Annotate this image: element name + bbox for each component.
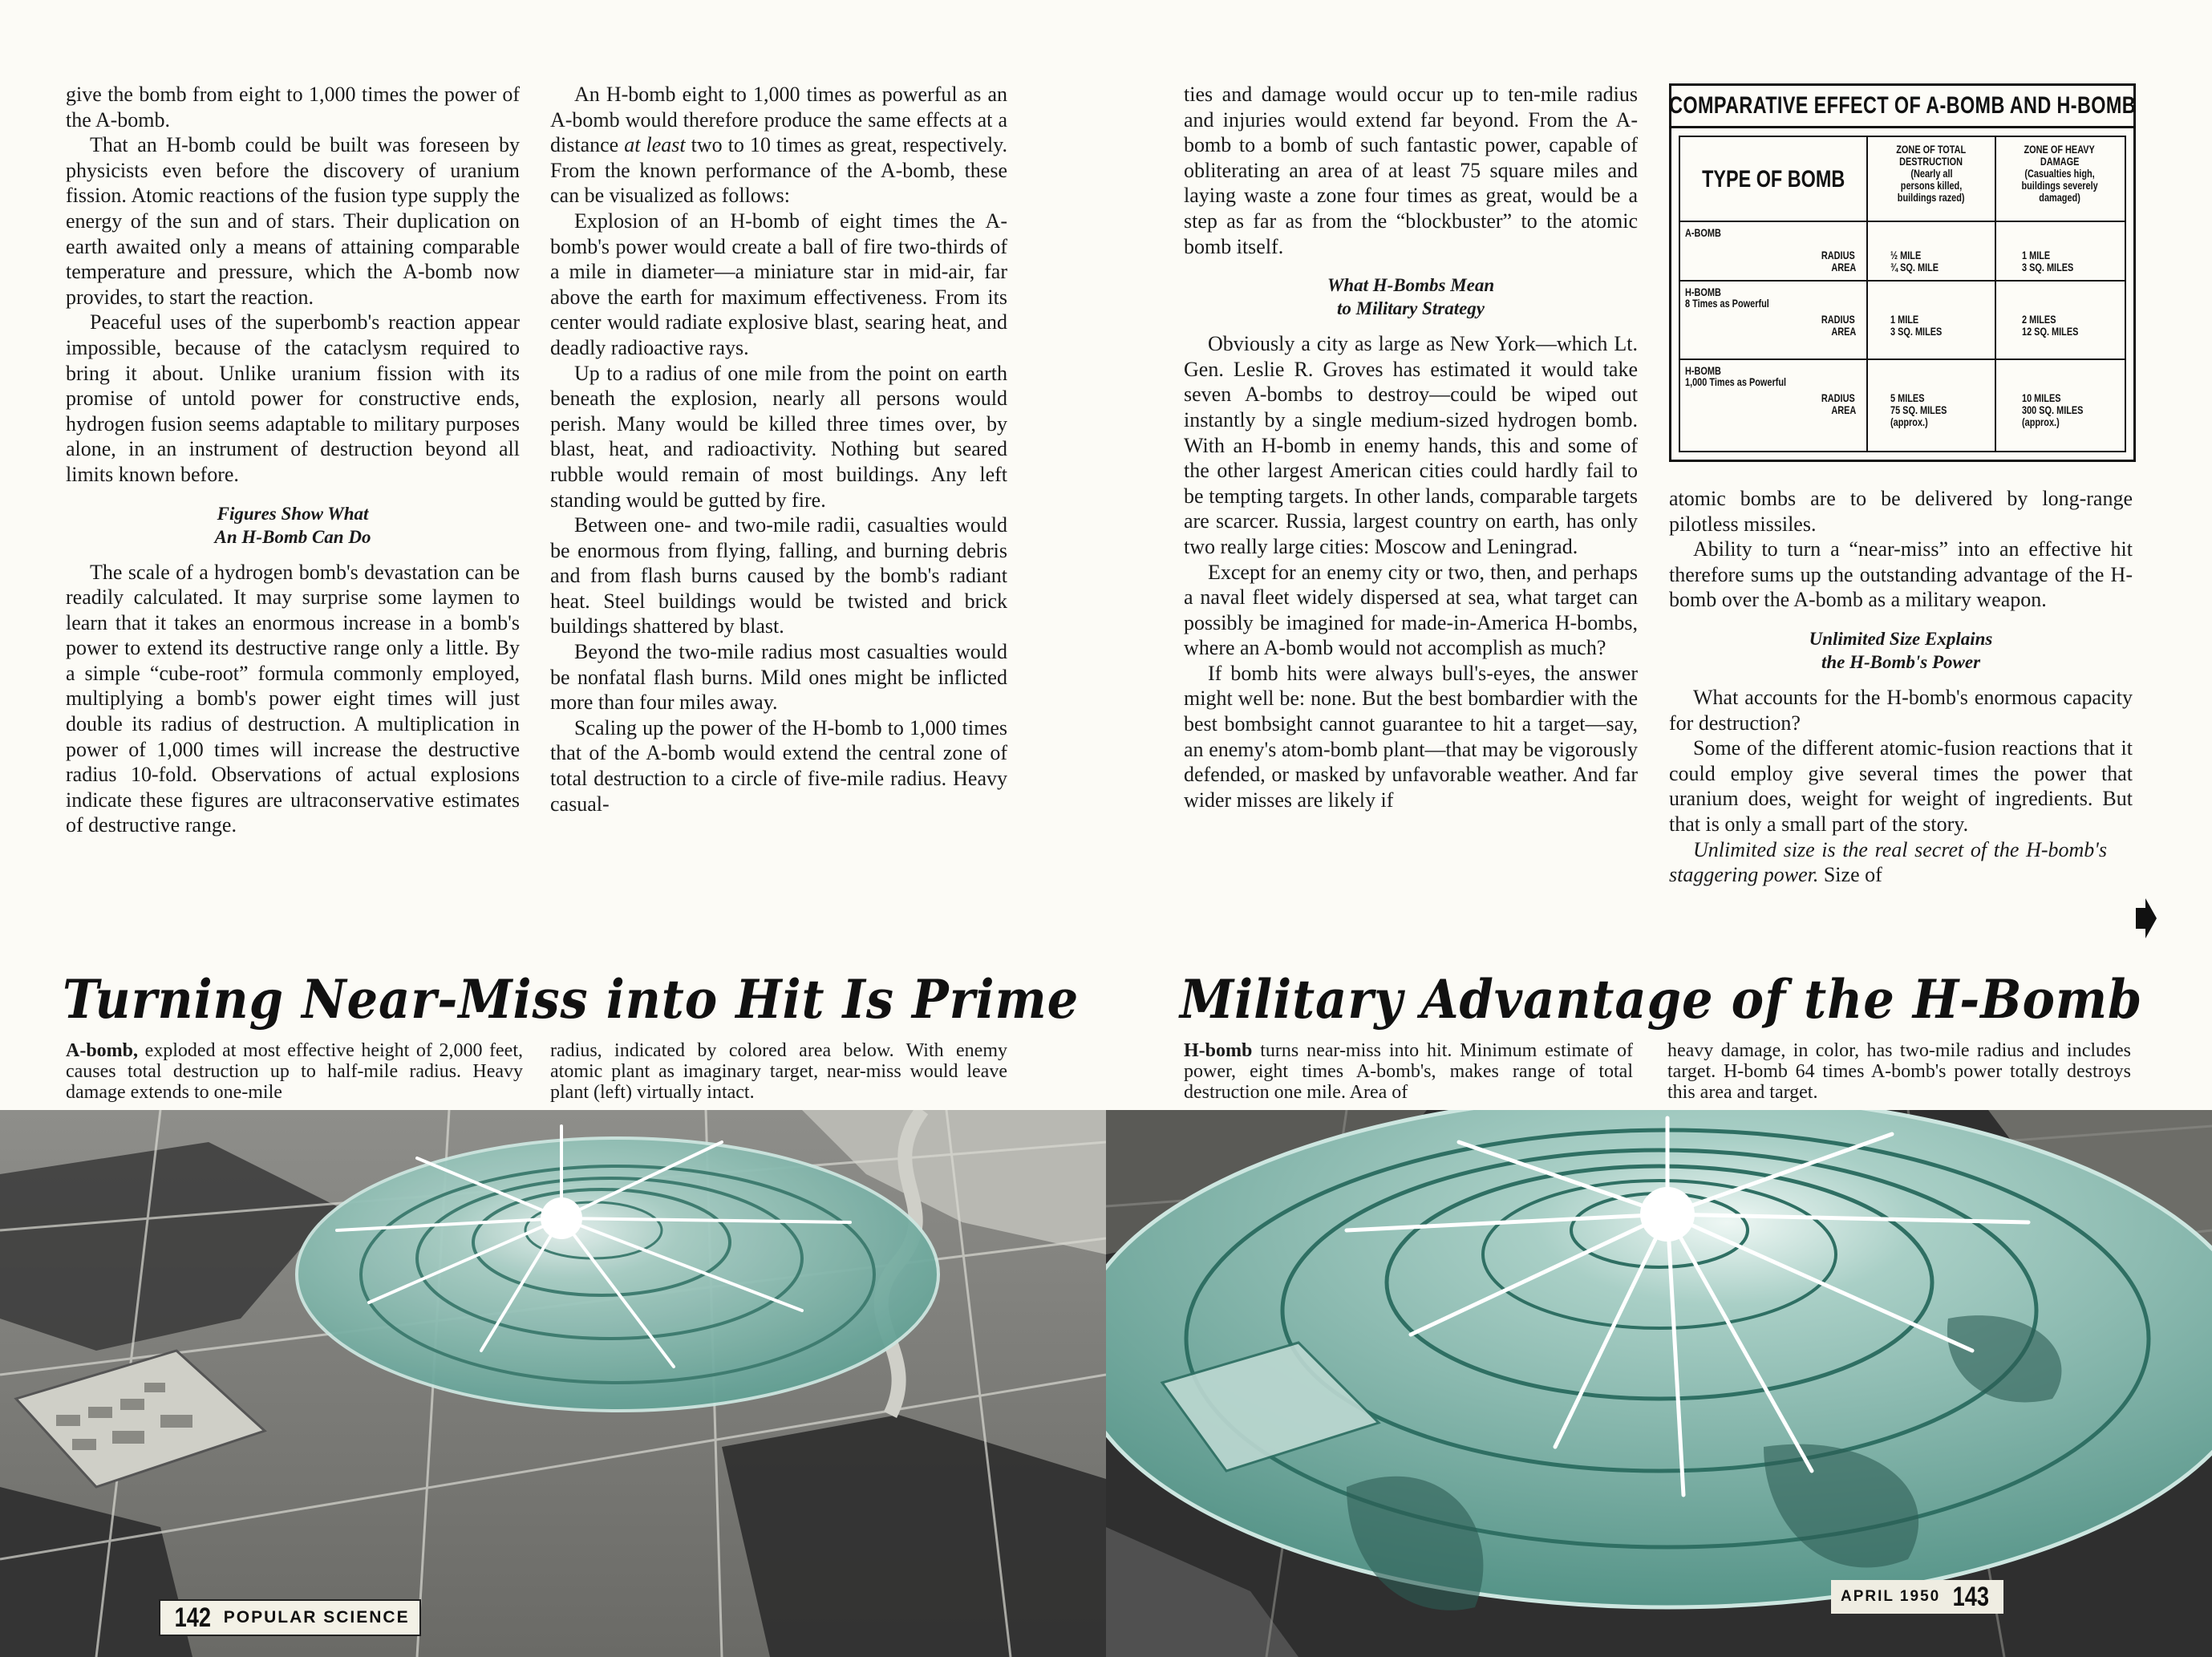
paragraph: The scale of a hydrogen bomb's devastation can be readily calculated. It may surprise some laymen to learn that it takes an enormous increase in a bomb's power to extend its destructive range only a little. By a simple “cube-root” formula commonly employed, multiplying a bomb's power eight times will just double its radius of destruction. A multiplication in power of 1,000 times will increase the destructive radius 10-fold. Observations of actual explosions indicate these figures are ultraconservative estimates of destructive range.: [66, 560, 520, 837]
paragraph: atomic bombs are to be delivered by long-range pilotless missiles.: [1669, 487, 2133, 536]
caption-right-1: [1184, 1040, 1633, 1103]
blast-zone: [1106, 1110, 2212, 1610]
paragraph: Peaceful uses of the superbomb's reaction appear impossible, because of the cataclysm required to bring it about. Unlike uranium fission with its promise of untold power for constructive ends, hydrogen fusion seems adaptable to military purposes alone, in an instrument of destruction beyond all limits known before.: [66, 310, 520, 486]
page-number: 143: [1952, 1581, 1990, 1612]
italic-run: at least: [624, 133, 686, 157]
table-row: [1680, 360, 2125, 448]
folio-right: [1831, 1580, 2003, 1614]
illustration-h-bomb: [1106, 1110, 2212, 1657]
table-grid: [1679, 136, 2126, 452]
paragraph: Scaling up the power of the H-bomb to 1,000 times that of the A-bomb would extend the central zone of total destruction to a circle of five-mile radius. Heavy casual-: [550, 715, 1007, 816]
row-labels: RADIUS AREA: [1821, 313, 1857, 338]
headline-right: Military Advantage of the H-Bomb: [1180, 968, 2143, 1031]
subheading-line: What H-Bombs Mean: [1327, 275, 1495, 296]
caption-text: turns near-miss into hit. Minimum estimate of power, eight times A-bomb's, makes range of total destruction one mile. Area of: [1184, 1040, 1633, 1103]
paragraph: If bomb hits were always bull's-eyes, the answer might well be: none. But the best bombardier with the best bombsight cannot guarantee to hit a target—say, an enemy's atom-bomb plant—that may be vigorously defended, or masked by unfavorable weather. And far wider misses are likely if: [1184, 661, 1638, 812]
paragraph: Some of the different atomic-fusion reactions that it could employ give several times the power that uranium does, weight for weight of ingredients. But that is only a small part of the story.: [1669, 736, 2133, 836]
row-total-values: ½ MILE ¾ SQ. MILE: [1890, 249, 1939, 273]
table-row: [1680, 222, 2125, 282]
caption-right-2: heavy damage, in color, has two-mile radius and includes target. H-bomb 64 times A-bomb's power totally destroys this area and target.: [1667, 1040, 2131, 1103]
paragraph: Beyond the two-mile radius most casualties would be nonfatal flash burns. Mild ones might be inflicted more than four miles away.: [550, 640, 1007, 715]
left-column-2: [550, 82, 1007, 816]
row-heavy-values: 2 MILES 12 SQ. MILES: [2022, 313, 2079, 338]
paragraph: Up to a radius of one mile from the point on earth beneath the explosion, nearly all persons would perish. Many would be killed three times over, by blast, heat, and radioactivity. Nothing but seared rubble would remain of most buildings. Any left standing would be gutted by fire.: [550, 361, 1007, 512]
subheading: [1184, 273, 1638, 320]
aerial-city-illustration: [1106, 1110, 2212, 1657]
folio-left: [159, 1599, 421, 1636]
row-heavy-values: 1 MILE 3 SQ. MILES: [2022, 249, 2074, 273]
table-row: [1680, 282, 2125, 360]
subheading-line: An H-Bomb Can Do: [214, 526, 371, 547]
page-number: 142: [174, 1602, 212, 1633]
italic-run: Unlimited size is the real secret of the H-bomb's staggering power.: [1669, 837, 2107, 887]
subheading: [66, 502, 520, 549]
paragraph: Ability to turn a “near-miss” into an effective hit therefore sums up the outstanding advantage of the H-bomb over the A-bomb as a military weapon.: [1669, 537, 2133, 612]
aerial-city-illustration: [0, 1110, 1106, 1657]
subheading-line: Unlimited Size Explains: [1809, 628, 1993, 649]
caption-bold: A-bomb,: [66, 1040, 139, 1061]
row-bomb-name: A-BOMB: [1685, 226, 1721, 239]
col-heavy-header: ZONE OF HEAVY DAMAGE (Casualties high, buildings severely damaged): [2021, 143, 2098, 204]
paragraph: That an H-bomb could be built was foreseen by physicists even before the discovery of uranium fission. Atomic reactions of the fusion type supply the energy of the sun and of stars. Their duplication on earth awaited only a means of attaining comparable temperature and pressure, which the A-bomb now provides, to start the reaction.: [66, 133, 520, 309]
paragraph: Explosion of an H-bomb of eight times the A-bomb's power would create a ball of fire two-thirds of a mile in diameter—a miniature star in mid-air, far above the earth for maximum effectiveness. From its center would radiate explosive blast, searing heat, and deadly radioactive rays.: [550, 209, 1007, 359]
col-total-header: ZONE OF TOTAL DESTRUCTION (Nearly all persons killed, buildings razed): [1896, 143, 1967, 204]
paragraph: Obviously a city as large as New York—which Lt. Gen. Leslie R. Groves has estimated it would take seven A-bombs to destroy—could be wiped out instantly by a single medium-sized hydrogen bomb. With an H-bomb in enemy hands, this and some of the other largest American cities could hardly fail to be tempting targets. In other lands, comparable targets are scarcer. Russia, largest country on earth, has only two really large cities: Moscow and Leningrad.: [1184, 332, 1638, 558]
row-labels: RADIUS AREA: [1821, 391, 1857, 416]
left-column-1: [66, 82, 520, 838]
paragraph: [550, 82, 1007, 209]
row-total-values: 5 MILES 75 SQ. MILES (approx.): [1890, 391, 1947, 428]
illustration-a-bomb: [0, 1110, 1106, 1657]
subheading-line: the H-Bomb's Power: [1821, 651, 1981, 672]
issue-date: APRIL 1950: [1841, 1588, 1941, 1605]
right-column-2: [1669, 486, 2133, 888]
caption-bold: H-bomb: [1184, 1040, 1253, 1061]
paragraph: Between one- and two-mile radii, casualties would be enormous from flying, falling, and burning debris and from flash burns caused by the bomb's radiant heat. Steel buildings would be twisted and brick buildings shattered by blast.: [550, 513, 1007, 638]
right-page: [1106, 0, 2212, 1657]
row-total-values: 1 MILE 3 SQ. MILES: [1890, 313, 1943, 338]
text-run: An H-bomb eight to 1,000 times as powerful as an A-bomb would therefore produce the same effects at a distance: [550, 83, 1007, 157]
col-type-header: TYPE OF BOMB: [1701, 166, 1845, 192]
caption-text: exploded at most effective height of 2,000 feet, causes total destruction up to half-mile radius. Heavy damage extends to one-mile: [66, 1040, 523, 1103]
paragraph: What accounts for the H-bomb's enormous capacity for destruction?: [1669, 685, 2133, 735]
subheading-line: to Military Strategy: [1337, 298, 1485, 319]
continue-arrow-icon: [2134, 897, 2158, 940]
right-column-1: [1184, 82, 1638, 812]
magazine-name: POPULAR SCIENCE: [223, 1608, 410, 1627]
caption-left-2: radius, indicated by colored area below. With enemy atomic plant as imaginary target, near-miss would leave plant (left) virtually intact.: [550, 1040, 1007, 1103]
paragraph: give the bomb from eight to 1,000 times the power of the A-bomb.: [66, 83, 520, 132]
text-run: Size of: [1818, 863, 1882, 887]
row-bomb-name: H-BOMB: [1685, 364, 1721, 377]
table-header-row: [1680, 137, 2125, 222]
row-heavy-values: 10 MILES 300 SQ. MILES (approx.): [2022, 391, 2084, 428]
row-bomb-sub: 8 Times as Powerful: [1685, 297, 1769, 310]
subheading: [1669, 627, 2133, 674]
subheading-line: Figures Show What: [217, 503, 369, 524]
row-bomb-name: H-BOMB: [1685, 286, 1721, 298]
comparison-table: [1669, 83, 2136, 462]
paragraph: [1669, 837, 2133, 888]
text-run: two to 10 times as great, respectively. From the known performance of the A-bomb, these can be visualized as follows:: [550, 133, 1007, 208]
headline-left: Turning Near-Miss into Hit Is Prime: [63, 968, 1080, 1031]
paragraph: ties and damage would occur up to ten-mile radius and injuries would extend far beyond. From the A-bomb to a bomb of such fantastic power, capable of obliterating an area of at least 75 square miles and laying waste a zone four times as great, would be a step as far as from the “blockbuster” to the atomic bomb itself.: [1184, 83, 1638, 258]
row-labels: RADIUS AREA: [1821, 249, 1857, 273]
paragraph: Except for an enemy city or two, then, and perhaps a naval fleet widely dispersed at sea, what target can possibly be imagined for made-in-America H-bombs, where an A-bomb would not accomplish as much?: [1184, 560, 1638, 660]
caption-left-1: [66, 1040, 523, 1103]
row-bomb-sub: 1,000 Times as Powerful: [1685, 375, 1787, 388]
table-title: COMPARATIVE EFFECT OF A-BOMB AND H-BOMB: [1671, 86, 2133, 128]
